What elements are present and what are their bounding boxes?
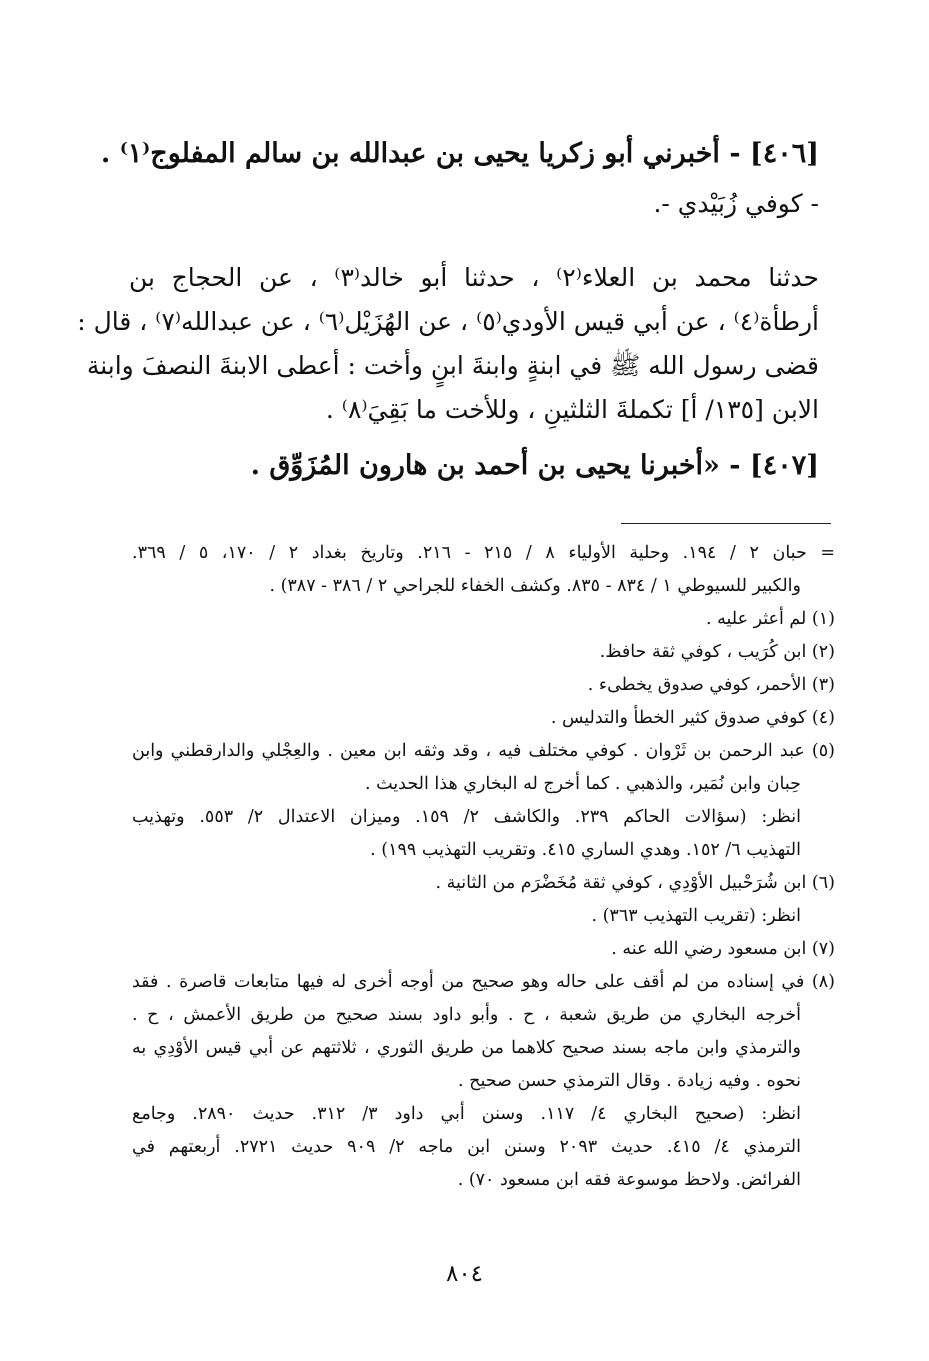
footnote-line: (٤) كوفي صدوق كثير الخطأ والتدليس . (550, 708, 835, 728)
footnote-line: حِبان وابن نُمَير، والذهبي . كما أخرج له البخاري هذا الحديث . (365, 774, 801, 794)
entry-406-line: الابن [١٣٥/ أ] تكملةَ الثلثينِ ، وللأخت ما بَقِيَ⁽٨⁾ . (325, 395, 819, 424)
footnote-separator (621, 523, 831, 524)
footnote-line: انظر: (تقريب التهذيب ٣٦٣) . (591, 906, 801, 926)
entry-406-narrator-note: - كوفي زُبَيْدي -. (653, 189, 819, 218)
entry-406-line: أرطأة⁽٤⁾ ، عن أبي قيس الأودي⁽٥⁾ ، عن الهُزَيْل⁽٦⁾ ، عن عبدالله⁽٧⁾ ، قال : (77, 307, 819, 336)
footnote-line: نحوه . وفيه زيادة . وقال الترمذي حسن صحيح . (458, 1071, 801, 1091)
footnote-line: انظر: (صحيح البخاري ٤/ ١١٧. وسنن أبي داود ٣/ ٣١٢. حديث ٢٨٩٠. وجامع (132, 1104, 801, 1124)
page-number: ٨٠٤ (445, 1261, 484, 1287)
footnotes (132, 537, 835, 1197)
footnote-line: (٥) عبد الرحمن بن ثَرْوان . كوفي مختلف فيه ، وقد وثقه ابن معين . والعِجْلي والدارقطني وابن (132, 741, 835, 761)
footnote-line: (١) لم أعثر عليه . (706, 609, 835, 629)
footnote-line: = حبان ٢ / ١٩٤. وحلية الأولياء ٨ / ٢١٥ - ٢١٦. وتاريخ بغداد ٢ / ١٧٠، ٥ / ٣٦٩. (132, 543, 835, 563)
footnote-line: أخرجه البخاري من طريق شعبة ، ح . وأبو داود بسند صحيح من طريق الأعمش ، ح . (132, 1005, 801, 1025)
footnote-line: (٦) ابن شُرَحْبيل الأوْدِي ، كوفي ثقة مُخَضْرَم من الثانية . (435, 873, 835, 893)
footnote-line: (٣) الأحمر، كوفي صدوق يخطىء . (587, 675, 835, 695)
footnote-line: والكبير للسيوطي ١ / ٨٣٤ - ٨٣٥. وكشف الخفاء للجراحي ٢ / ٣٨٦ - ٣٨٧) . (269, 576, 801, 596)
footnote-line: والترمذي وابن ماجه بسند صحيح كلاهما من طريق الثوري ، ثلاثتهم عن أبي قيس الأوْدِي به (132, 1038, 801, 1058)
footnote-line: (٧) ابن مسعود رضي الله عنه . (611, 939, 835, 959)
footnote-line: انظر: (سؤالات الحاكم ٢٣٩. والكاشف ٢/ ١٥٩. وميزان الاعتدال ٢/ ٥٥٣. وتهذيب (132, 807, 801, 827)
main-text (77, 132, 819, 488)
footnote-line: التهذيب ٦/ ١٥٢. وهدي الساري ٤١٥. وتقريب التهذيب ١٩٩) . (370, 840, 801, 860)
entry-406-header: [٤٠٦] - أخبرني أبو زكريا يحيى بن عبدالله بن سالم المفلوج⁽١⁾ . (100, 138, 819, 169)
entry-407-header: [٤٠٧] - «أخبرنا يحيى بن أحمد بن هارون المُزَوِّق . (250, 450, 819, 481)
footnote-line: الترمذي ٤/ ٤١٥. حديث ٢٠٩٣ وسنن ابن ماجه ٢/ ٩٠٩ حديث ٢٧٢١. أربعتهم في (132, 1137, 801, 1157)
entry-406-line: قضى رسول الله ﷺ في ابنةٍ وابنةَ ابنٍ وأخت : أعطى الابنةَ النصفَ وابنة (86, 351, 819, 380)
entry-406-line: حدثنا محمد بن العلاء⁽٢⁾ ، حدثنا أبو خالد⁽٣⁾ ، عن الحجاج بن (129, 263, 819, 292)
footnote-line: (٨) في إسناده من لم أقف على حاله وهو صحيح من أوجه أخرى له فيها متابعات قاصرة . فقد (132, 972, 835, 992)
footnote-line: الفرائض. ولاحظ موسوعة فقه ابن مسعود ٧٠) . (457, 1170, 801, 1190)
footnote-line: (٢) ابن كُرَيب ، كوفي ثقة حافظ. (599, 642, 835, 662)
